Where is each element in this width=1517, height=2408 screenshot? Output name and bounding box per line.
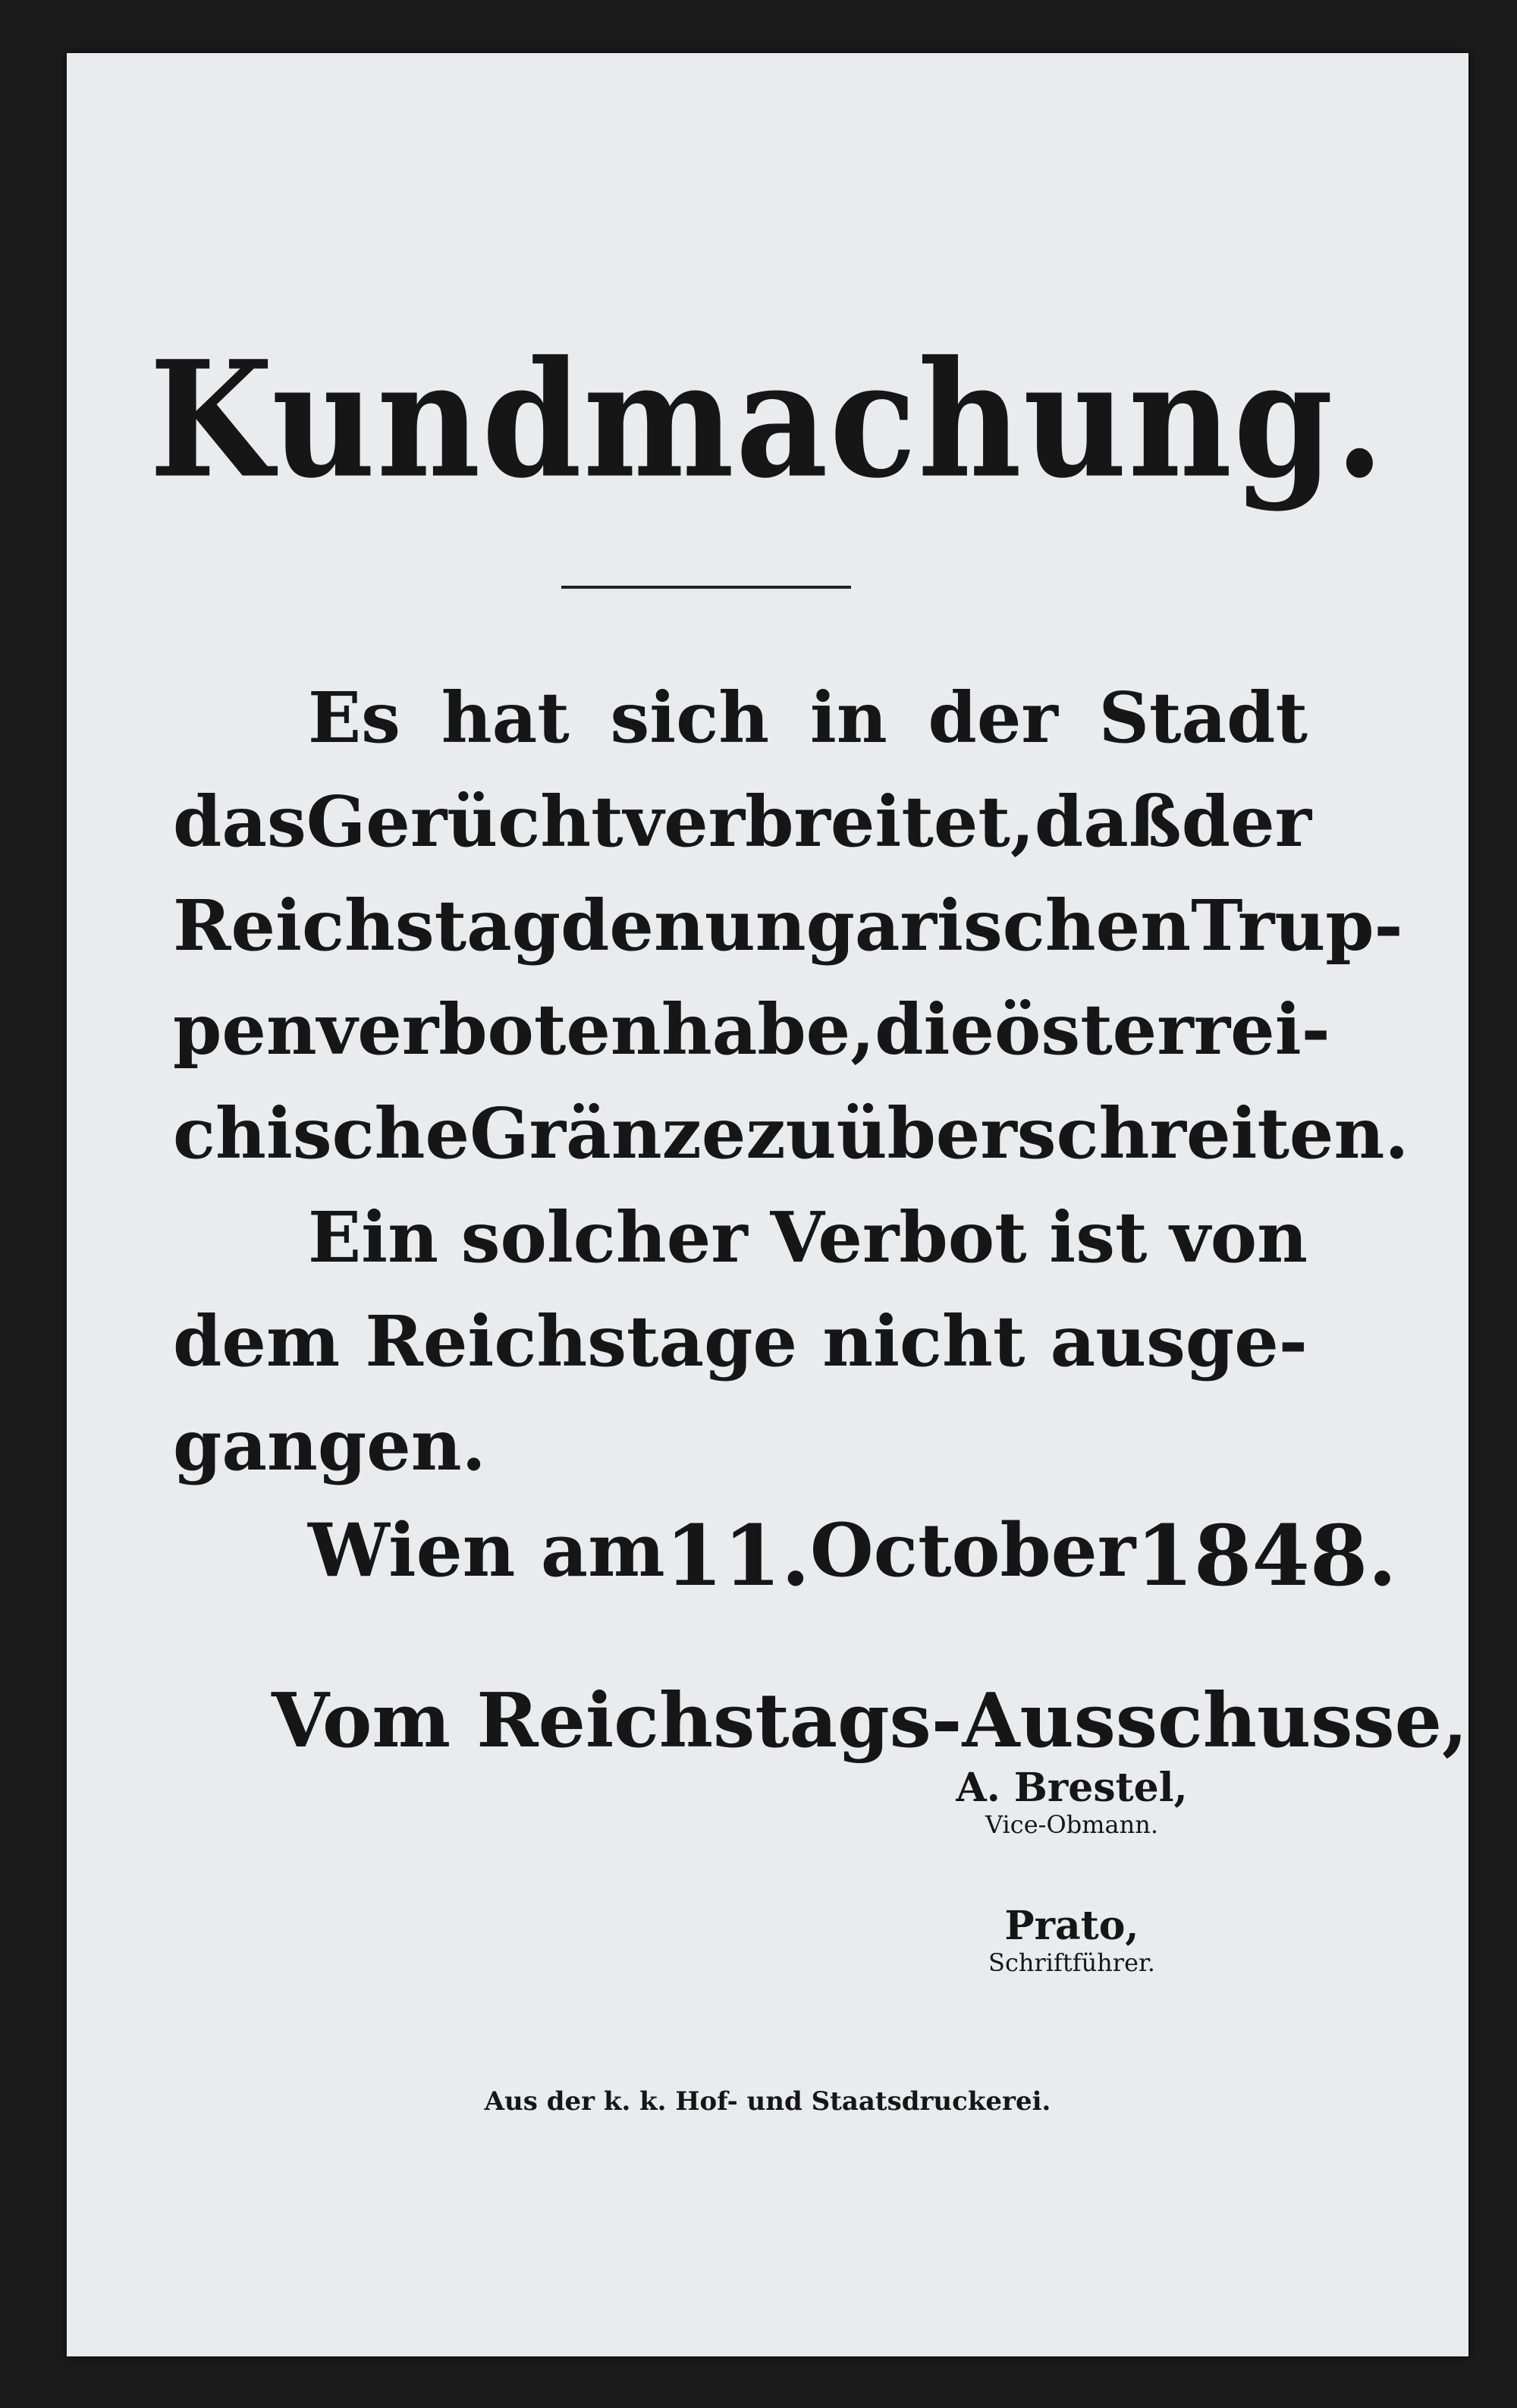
body-line xyxy=(173,989,1330,1099)
word: den xyxy=(561,885,705,967)
word: solcher xyxy=(460,1196,748,1278)
word: Verbot xyxy=(770,1196,1027,1278)
date-line xyxy=(173,1507,1397,1621)
word: verbreitet, xyxy=(623,781,1035,863)
word: verboten xyxy=(316,989,661,1070)
body-line xyxy=(173,1092,1409,1202)
word: Es xyxy=(308,677,400,759)
word: ausge- xyxy=(1050,1300,1308,1382)
word: dem xyxy=(173,1300,341,1382)
signatory-name: A. Brestel, xyxy=(956,1765,1188,1811)
body-line xyxy=(173,1196,1308,1306)
printer-imprint: Aus der k. k. Hof- und Staatsdruckerei. xyxy=(484,2086,1051,2117)
body-line xyxy=(173,1300,1308,1410)
date-prefix: Wien am xyxy=(308,1507,665,1593)
body-line xyxy=(173,677,1308,787)
date-day: 11. xyxy=(664,1507,811,1605)
body-line xyxy=(173,885,1403,995)
announcement-body xyxy=(173,677,1409,1621)
word: österrei- xyxy=(994,989,1330,1070)
word: Stadt xyxy=(1098,677,1308,759)
word: Trup- xyxy=(1191,885,1403,967)
signatory-role: Schriftführer. xyxy=(988,1948,1155,1978)
word: der xyxy=(928,677,1058,759)
word: überschreiten. xyxy=(836,1092,1409,1174)
word: Reichstag xyxy=(173,885,561,967)
poster-sheet xyxy=(67,53,1468,2356)
word: Gerücht xyxy=(306,781,623,863)
body-line xyxy=(173,1404,1308,1514)
word: zu xyxy=(746,1092,837,1174)
date-year: 1848. xyxy=(1135,1507,1397,1605)
word: daß xyxy=(1034,781,1182,863)
date-month: October xyxy=(810,1507,1136,1593)
word: von xyxy=(1170,1196,1308,1278)
word: das xyxy=(173,781,306,863)
word: ist xyxy=(1049,1196,1148,1278)
word: sich xyxy=(610,677,770,759)
word: die xyxy=(875,989,995,1070)
signature-block xyxy=(901,1766,1242,1841)
word: nicht xyxy=(822,1300,1025,1382)
word: hat xyxy=(441,677,570,759)
signatory-name: Prato, xyxy=(1004,1903,1139,1949)
word: gangen. xyxy=(173,1404,486,1486)
body-line xyxy=(173,781,1312,891)
word: pen xyxy=(173,989,317,1070)
signatory-role: Vice-Obmann. xyxy=(985,1810,1158,1840)
title-divider xyxy=(561,586,851,589)
committee-line: Vom Reichstags-Ausschusse, xyxy=(272,1677,1468,1765)
word: chische xyxy=(173,1092,470,1174)
word: in xyxy=(809,677,887,759)
word: Reichstage xyxy=(365,1300,798,1382)
word: Ein xyxy=(308,1196,438,1278)
word: der xyxy=(1181,781,1312,863)
document-title: Kundmachung. xyxy=(149,325,1387,514)
word: ungarischen xyxy=(704,885,1192,967)
word: habe, xyxy=(661,989,875,1070)
word: Gränze xyxy=(470,1092,746,1174)
signature-block xyxy=(901,1904,1242,1979)
